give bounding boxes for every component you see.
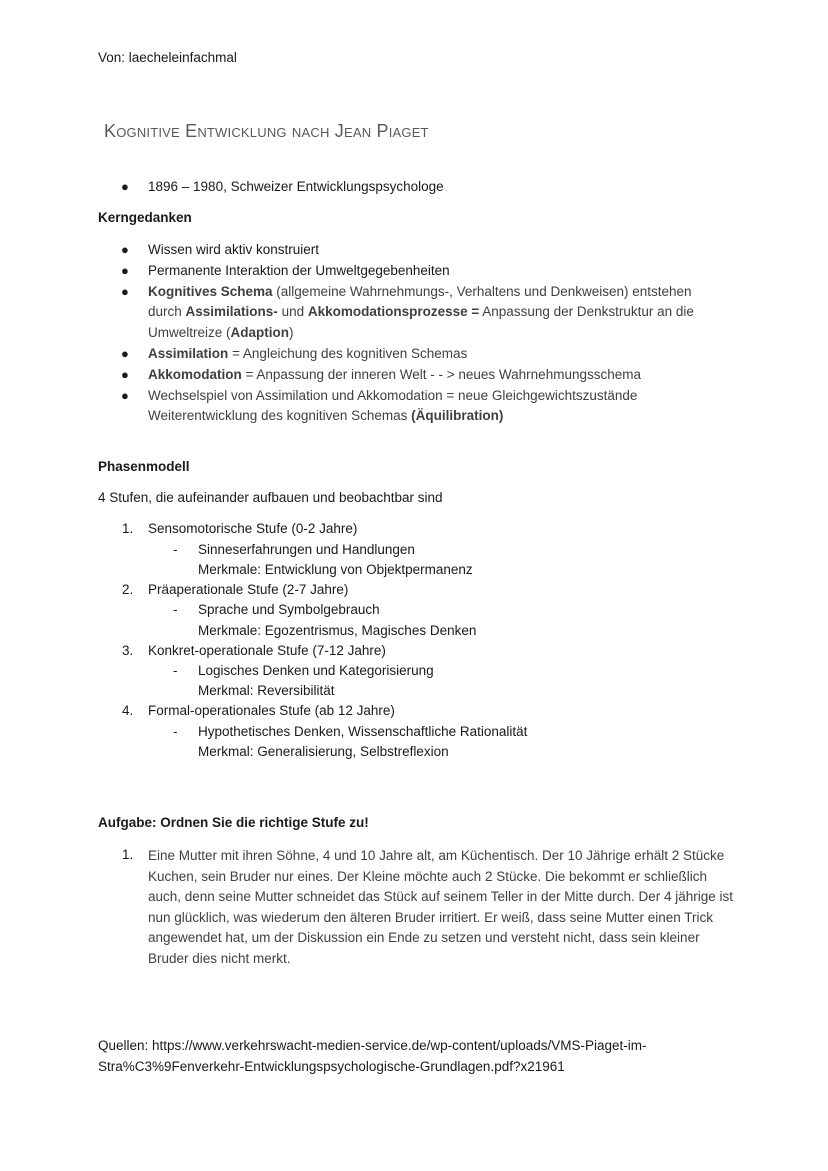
list-item-akkomodation: [148, 367, 641, 382]
section-heading-phasenmodell: Phasenmodell: [98, 459, 190, 474]
section-heading-kerngedanken: Kerngedanken: [98, 210, 192, 225]
page-title: Kognitive Entwicklung nach Jean Piaget: [104, 121, 429, 141]
term-schema: Kognitives Schema: [148, 284, 273, 299]
dash-marker: -: [173, 602, 178, 617]
dash-marker: -: [173, 663, 178, 678]
dash-marker: -: [173, 724, 178, 739]
text-fragment: durch: [148, 304, 186, 319]
list-item-wechselspiel-line2: [148, 408, 503, 423]
stage-label: Präaperationale Stufe (2-7 Jahre): [148, 582, 349, 597]
stage-number: 2.: [122, 582, 134, 597]
bullet-dot-icon: ●: [121, 179, 129, 194]
stage-merkmal: Merkmale: Entwicklung von Objektpermanenz: [198, 562, 473, 577]
text-fragment: und: [277, 304, 308, 319]
term-adaption: Adaption: [230, 325, 290, 340]
term-accommodation-processes: Akkomodationsprozesse =: [307, 304, 480, 319]
section-heading-aufgabe: Aufgabe: Ordnen Sie die richtige Stufe zu!: [98, 815, 369, 830]
text-fragment: = Angleichung des kognitiven Schemas: [228, 346, 468, 361]
term-assimilation-processes: Assimilations-: [185, 304, 278, 319]
task-number: 1.: [122, 847, 134, 862]
bullet-dot-icon: ●: [121, 346, 129, 361]
stage-merkmal: Merkmal: Generalisierung, Selbstreflexion: [198, 744, 449, 759]
text-fragment: Weiterentwicklung des kognitiven Schemas: [148, 408, 412, 423]
text-fragment: Anpassung der Denkstruktur an die: [479, 304, 694, 319]
stage-number: 3.: [122, 643, 134, 658]
list-item-assimilation: [148, 346, 467, 361]
term-aequilibration: (Äquilibration): [411, 408, 504, 423]
text-fragment: ): [289, 325, 294, 340]
stage-item: Sprache und Symbolgebrauch: [198, 602, 380, 617]
stage-label: Sensomotorische Stufe (0-2 Jahre): [148, 521, 358, 536]
sources-line2: Stra%C3%9Fenverkehr-Entwicklungspsychologische-Grundlagen.pdf?x21961: [98, 1059, 565, 1074]
bullet-dot-icon: ●: [121, 242, 129, 257]
author-line: Von: laecheleinfachmal: [98, 50, 237, 65]
phasen-intro: 4 Stufen, die aufeinander aufbauen und beobachtbar sind: [98, 490, 443, 505]
stage-item: Hypothetisches Denken, Wissenschaftliche Rationalität: [198, 724, 528, 739]
list-item-schema-line2: [148, 304, 694, 319]
list-item: Permanente Interaktion der Umweltgegebenheiten: [148, 263, 450, 278]
list-item-schema-line3: [148, 325, 294, 340]
stage-merkmal: Merkmale: Egozentrismus, Magisches Denken: [198, 623, 477, 638]
text-fragment: = Anpassung der inneren Welt - - > neues Wahrnehmungsschema: [241, 367, 641, 382]
bullet-dot-icon: ●: [121, 263, 129, 278]
term-assimilation: Assimilation: [148, 346, 229, 361]
stage-number: 4.: [122, 703, 134, 718]
stage-label: Konkret-operationale Stufe (7-12 Jahre): [148, 643, 386, 658]
list-item-wechselspiel-line1: Wechselspiel von Assimilation und Akkomodation = neue Gleichgewichtszustände: [148, 388, 638, 403]
list-item: Wissen wird aktiv konstruiert: [148, 242, 320, 257]
bullet-dot-icon: ●: [121, 284, 129, 299]
stage-item: Logisches Denken und Kategorisierung: [198, 663, 434, 678]
text-fragment: (allgemeine Wahrnehmungs-, Verhaltens und Denkweisen) entstehen: [272, 284, 692, 299]
dash-marker: -: [173, 542, 178, 557]
stage-item: Sinneserfahrungen und Handlungen: [198, 542, 415, 557]
sources-line1: Quellen: https://www.verkehrswacht-medien-service.de/wp-content/uploads/VMS-Piaget-im-: [98, 1038, 647, 1053]
bullet-dot-icon: ●: [121, 388, 129, 403]
bullet-dot-icon: ●: [121, 367, 129, 382]
stage-merkmal: Merkmal: Reversibilität: [198, 683, 335, 698]
task-paragraph: Eine Mutter mit ihren Söhne, 4 und 10 Jahre alt, am Küchentisch. Der 10 Jährige erhält 2 Stücke Kuchen, sein Bruder nur eines. Der Kleine möchte auch 2 Stücke. Die bekommt er schließlich auch, denn seine Mutter schneidet das Stück auf seinem Teller in der Mitte durch. Der 4 jährige ist nun glücklich, was wiederum den älteren Bruder irritiert. Er weiß, dass seine Mutter einen Trick angewendet hat, um der Diskussion ein Ende zu setzen und versteht nicht, dass sein kleiner Bruder dies nicht merkt.: [148, 848, 734, 966]
stage-number: 1.: [122, 521, 134, 536]
stage-label: Formal-operationales Stufe (ab 12 Jahre): [148, 703, 395, 718]
text-fragment: Umweltreize (: [148, 325, 231, 340]
intro-bullet: 1896 – 1980, Schweizer Entwicklungspsychologe: [148, 179, 444, 194]
term-akkomodation: Akkomodation: [148, 367, 242, 382]
list-item-schema-line1: [148, 284, 692, 299]
